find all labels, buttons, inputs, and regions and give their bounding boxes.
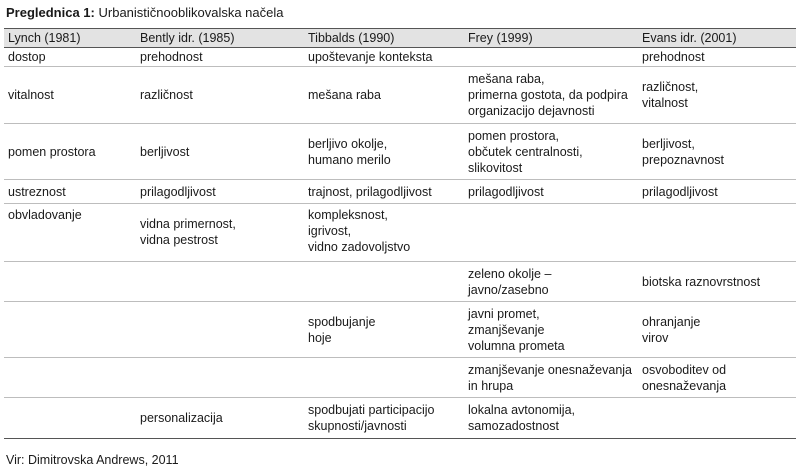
table-cell: prilagodljivost <box>642 184 718 199</box>
table-cell <box>304 262 464 302</box>
table-cell: spodbujati participacijo skupnosti/javnosti <box>308 403 435 433</box>
column-header-lynch: Lynch (1981) <box>4 29 136 48</box>
column-header-evans: Evans idr. (2001) <box>638 29 796 48</box>
table-cell: upoštevanje konteksta <box>308 50 433 64</box>
table-caption <box>6 4 284 22</box>
table-cell: zeleno okolje – javno/zasebno <box>468 266 552 297</box>
table-cell: različnost <box>140 88 193 102</box>
table-cell: berljivo okolje, humano merilo <box>308 136 391 167</box>
table-cell: pomen prostora, občutek centralnosti, slikovitost <box>468 128 583 175</box>
table-cell: ohranjanje virov <box>642 314 701 345</box>
table-cell: berljivost, prepoznavnost <box>642 136 725 167</box>
table-header-row <box>4 29 796 48</box>
table-row <box>4 180 796 204</box>
column-header-frey: Frey (1999) <box>464 29 638 48</box>
table-cell: biotska raznovrstnost <box>642 274 761 289</box>
table-cell <box>304 358 464 398</box>
table-cell: obvladovanje <box>8 208 82 222</box>
table-row <box>4 124 796 180</box>
table-cell: pomen prostora <box>8 144 96 159</box>
column-header-tibbalds: Tibbalds (1990) <box>304 29 464 48</box>
table-row <box>4 48 796 67</box>
principles-table <box>4 28 796 439</box>
table-cell: lokalna avtonomija, samozadostnost <box>468 403 576 433</box>
table-cell: mešana raba, primerna gostota, da podpira organizacijo dejavnosti <box>468 72 628 118</box>
table-cell <box>136 302 304 358</box>
table-cell: kompleksnost, igrivost, vidno zadovoljstvo <box>308 208 411 254</box>
table-cell: različnost, vitalnost <box>642 80 699 110</box>
table-cell <box>4 302 136 358</box>
table-cell <box>136 262 304 302</box>
table-cell <box>4 262 136 302</box>
table-cell: spodbujanje hoje <box>308 314 376 345</box>
table-row <box>4 67 796 124</box>
table-cell: ustreznost <box>8 184 66 199</box>
table-cell: vitalnost <box>8 88 54 102</box>
table-cell: prilagodljivost <box>468 184 544 199</box>
table-cell <box>136 358 304 398</box>
table-cell <box>464 204 638 262</box>
table-cell: dostop <box>8 50 46 64</box>
table-cell: prehodnost <box>140 50 203 64</box>
table-row <box>4 302 796 358</box>
table-cell: personalizacija <box>140 411 223 425</box>
table-cell: vidna primernost, vidna pestrost <box>140 217 236 247</box>
table-cell: trajnost, prilagodljivost <box>308 184 432 199</box>
table-cell <box>4 358 136 398</box>
column-header-bently: Bently idr. (1985) <box>136 29 304 48</box>
table-cell <box>638 204 796 262</box>
table-cell: prehodnost <box>642 50 705 64</box>
table-cell: berljivost <box>140 144 190 159</box>
table-row <box>4 262 796 302</box>
table-cell <box>4 398 136 439</box>
table-cell: javni promet, zmanjševanje volumna prometa <box>468 306 565 353</box>
table-cell: osvoboditev od onesnaževanja <box>642 362 727 393</box>
table-cell: mešana raba <box>308 88 381 102</box>
table-row <box>4 398 796 439</box>
table-cell: prilagodljivost <box>140 184 216 199</box>
caption-label: Preglednica 1: <box>6 5 95 20</box>
table-cell: zmanjševanje onesnaževanja in hrupa <box>468 362 632 393</box>
table-row <box>4 358 796 398</box>
table-cell <box>638 398 796 439</box>
caption-text: Urbanističnooblikovalska načela <box>98 5 284 20</box>
table-source-note: Vir: Dimitrovska Andrews, 2011 <box>6 453 179 467</box>
table-cell <box>464 48 638 67</box>
table-row <box>4 204 796 262</box>
